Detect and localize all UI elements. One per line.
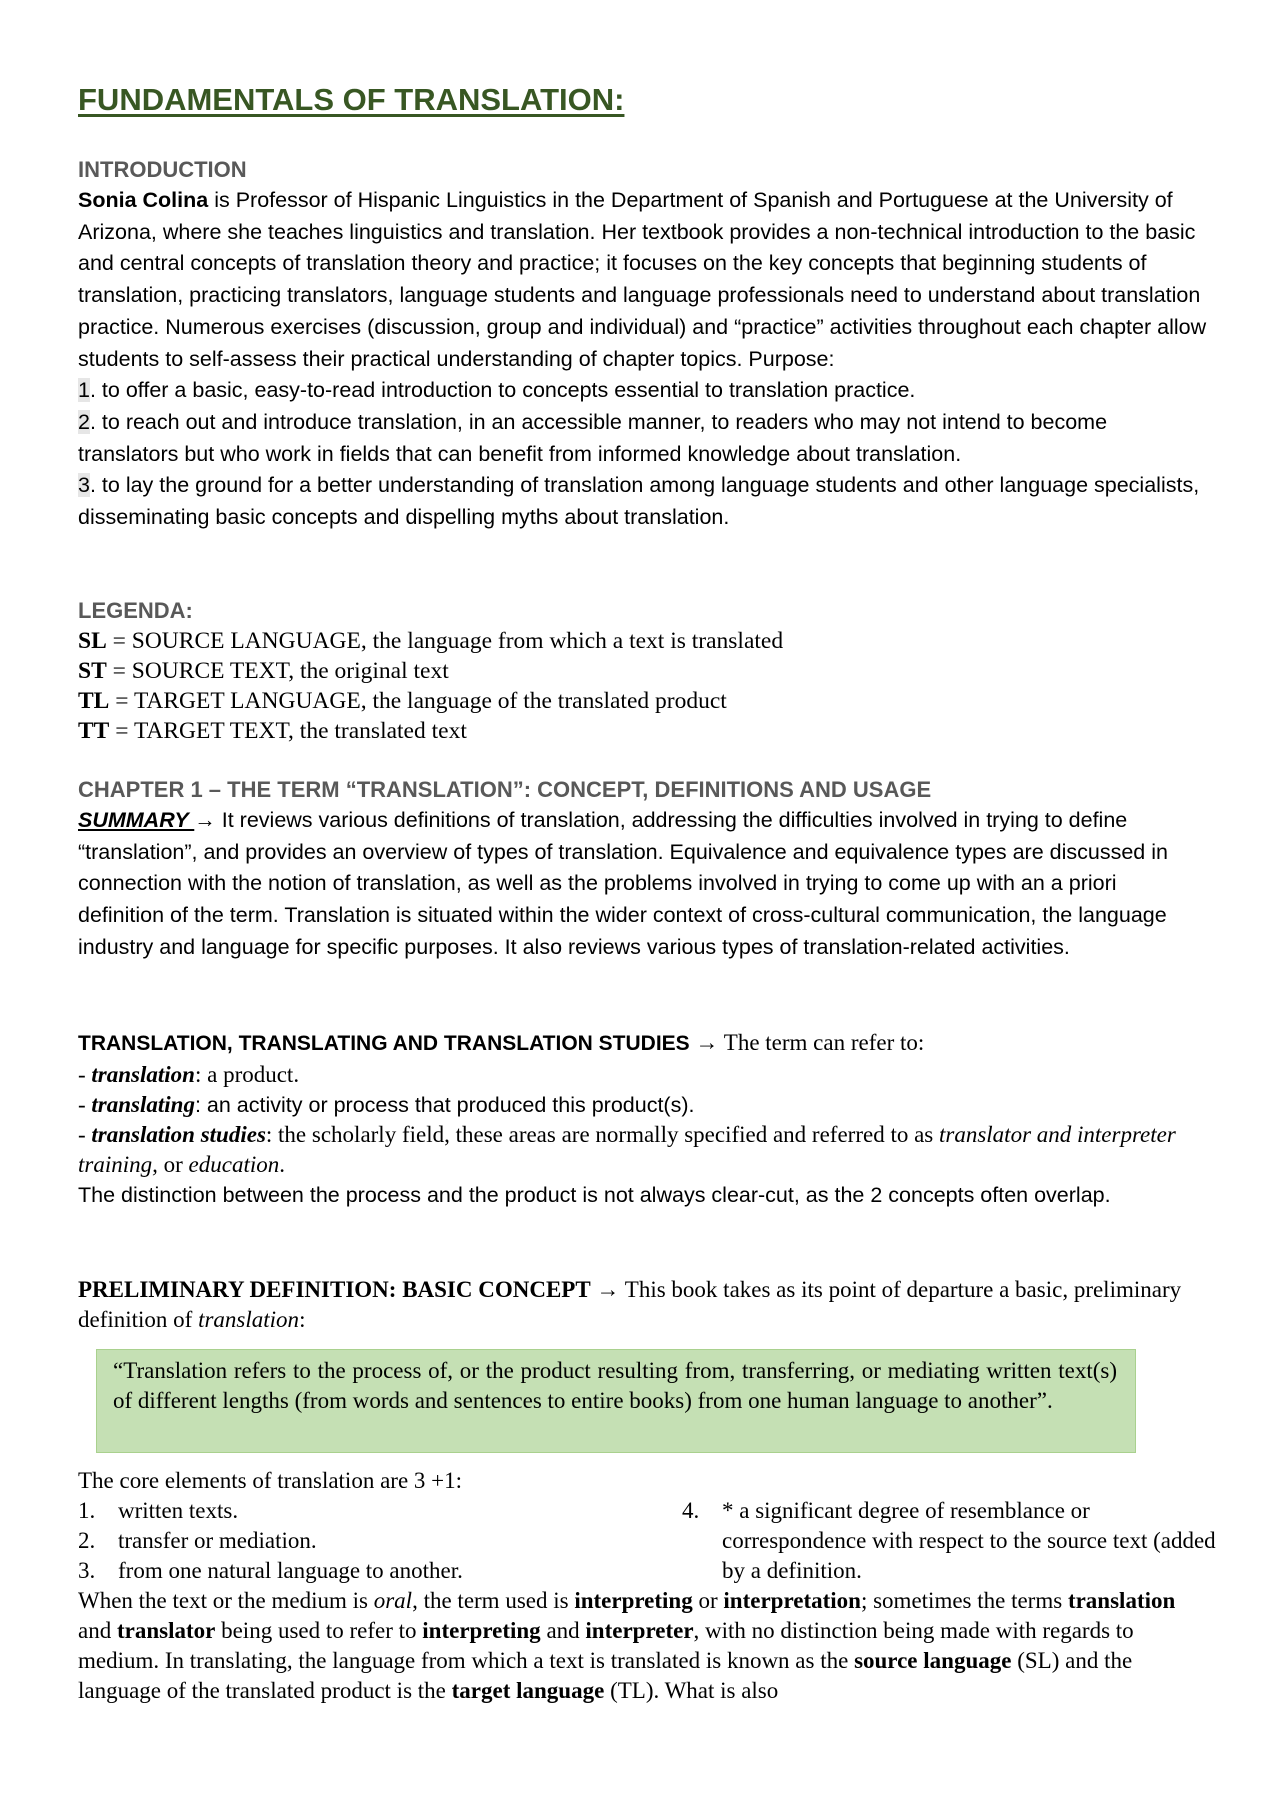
process-product-note: The distinction between the process and the product is not always clear-cut, as the 2 concepts often overlap. xyxy=(78,1182,1111,1207)
legend-item: ST = SOURCE TEXT, the original text xyxy=(78,658,449,684)
legend-item: SL = SOURCE LANGUAGE, the language from which a text is translated xyxy=(78,628,784,654)
purpose-item: 2. to reach out and introduce translation, in an accessible manner, to readers who may not intend to become translators but who work in fields that can benefit from informed knowledge about translation. xyxy=(78,409,1108,466)
core-elements-list-extra xyxy=(682,1496,1222,1586)
introduction-heading: INTRODUCTION xyxy=(78,157,247,182)
preliminary-definition-intro: PRELIMINARY DEFINITION: BASIC CONCEPT → This book takes as its point of departure a basic, preliminary definition of translation: xyxy=(78,1277,1182,1332)
author-name: Sonia Colina xyxy=(78,188,209,212)
introduction-paragraph: Sonia Colina is Professor of Hispanic Linguistics in the Department of Spanish and Portuguese at the University of Arizona, where she teaches linguistics and translation. Her textbook provides a non-technical introduction to the basic and central concepts of translation theory and practice; it focuses on the key concepts that beginning students of translation, practicing translators, language students and language professionals need to understand about translation practice. Numerous exercises (discussion, group and individual) and “practice” activities throughout each chapter allow students to self-assess their practical understanding of chapter topics. Purpose: xyxy=(78,188,1207,371)
term-item: - translating: an activity or process that produced this product(s). xyxy=(78,1091,695,1117)
legend-item: TL = TARGET LANGUAGE, the language of the translated product xyxy=(78,688,727,714)
introduction-section xyxy=(78,155,1208,534)
list-item: 3. from one natural language to another. xyxy=(78,1558,463,1583)
core-elements-list xyxy=(78,1496,638,1586)
interpreting-paragraph: When the text or the medium is oral, the term used is interpreting or interpretation; sometimes the terms translation and translator being used to refer to interpreting and interpreter, with no distinction being made with regards to medium. In translating, the language from which a text is translated is known as the source language (SL) and the language of the translated product is the target language (TL). What is also xyxy=(78,1588,1176,1703)
chapter-1-summary: SUMMARY → It reviews various definitions of translation, addressing the difficulties involved in trying to define “translation”, and provides an overview of types of translation. Equivalence and equivalence types are discussed in connection with the notion of translation, as well as the problems involved in trying to come up with an a priori definition of the term. Translation is situated within the wider context of cross-cultural communication, the language industry and language for specific purposes. It also reviews various types of translation-related activities. xyxy=(78,808,1168,959)
chapter-1-section xyxy=(78,775,1208,964)
preliminary-definition-section xyxy=(78,1275,1208,1335)
term-item: - translation: a product. xyxy=(78,1061,300,1087)
list-item: 2. transfer or mediation. xyxy=(78,1528,317,1553)
translation-studies-intro: TRANSLATION, TRANSLATING AND TRANSLATION STUDIES → The term can refer to: xyxy=(78,1030,925,1055)
legend-item: TT = TARGET TEXT, the translated text xyxy=(78,718,467,744)
legend-section xyxy=(78,596,1208,746)
translation-studies-section xyxy=(78,1027,1208,1211)
term-item: - translation studies: the scholarly field, these areas are normally specified and referred to as translator and interpreter training, or education. xyxy=(78,1121,1176,1177)
chapter-1-heading: CHAPTER 1 – THE TERM “TRANSLATION”: CONCEPT, DEFINITIONS AND USAGE xyxy=(78,777,932,802)
list-item: 1. written texts. xyxy=(78,1498,239,1523)
core-elements-intro: The core elements of translation are 3 +1: xyxy=(78,1468,463,1493)
purpose-item: 3. to lay the ground for a better understanding of translation among language students and other language specialists, disseminating basic concepts and dispelling myths about translation. xyxy=(78,473,1200,530)
list-item: 4. * a significant degree of resemblance or correspondence with respect to the source text (added by a definition. xyxy=(682,1498,1216,1583)
definition-quote-box: “Translation refers to the process of, or the product resulting from, transferring, or mediating written text(s) of different lengths (from words and sentences to entire books) from one human language to another”. xyxy=(96,1349,1136,1453)
document-title: FUNDAMENTALS OF TRANSLATION: xyxy=(78,82,625,117)
purpose-item: 1. to offer a basic, easy-to-read introduction to concepts essential to translation practice. xyxy=(78,378,916,403)
legend-heading: LEGENDA: xyxy=(78,598,193,623)
arrow-icon: → xyxy=(194,808,216,832)
summary-label: SUMMARY xyxy=(78,808,195,832)
